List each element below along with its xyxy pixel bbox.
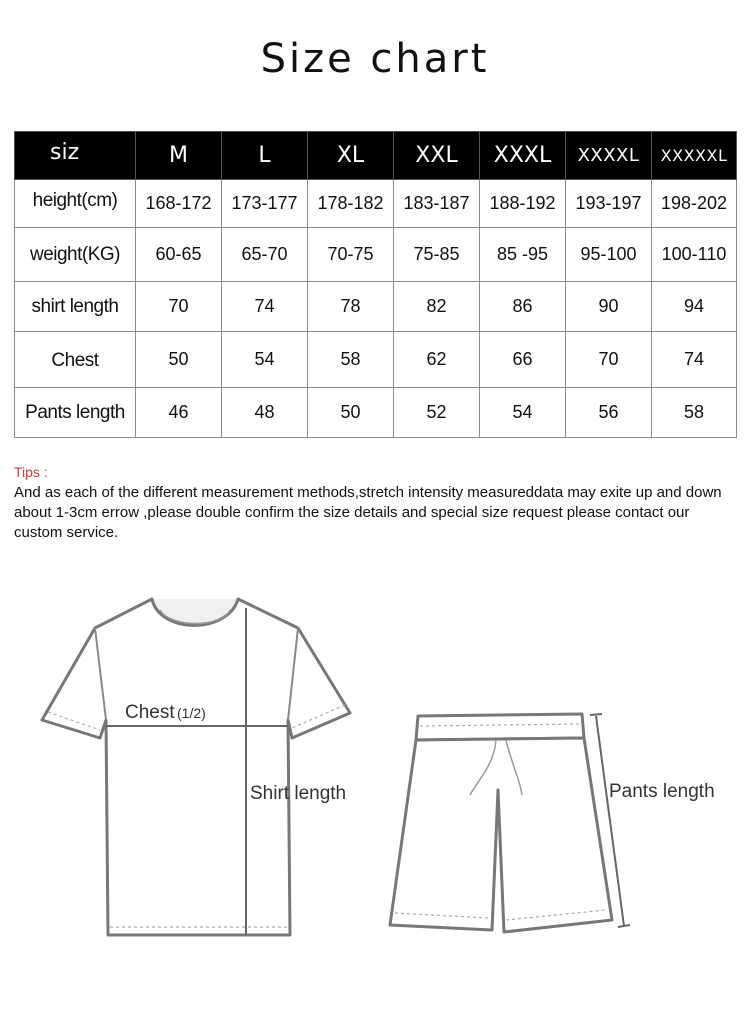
table-cell: 54	[222, 332, 308, 388]
row-label-height: height(cm)	[15, 180, 136, 228]
row-label-chest: Chest	[15, 332, 136, 388]
header-cell-xl: XL	[308, 132, 394, 180]
table-cell: 188-192	[480, 180, 566, 228]
table-cell: 70-75	[308, 228, 394, 282]
table-cell: 70	[566, 332, 652, 388]
table-cell: 56	[566, 388, 652, 438]
header-cell-l: L	[222, 132, 308, 180]
table-cell: 168-172	[136, 180, 222, 228]
table-cell: 94	[652, 282, 737, 332]
chest-label: Chest	[125, 702, 175, 723]
row-label-pants-length: Pants length	[15, 388, 136, 438]
table-cell: 65-70	[222, 228, 308, 282]
table-cell: 173-177	[222, 180, 308, 228]
table-row	[15, 180, 737, 228]
table-cell: 183-187	[394, 180, 480, 228]
table-header-row	[15, 132, 737, 180]
header-cell-xxxxxl: XXXXXL	[652, 132, 737, 180]
table-cell: 198-202	[652, 180, 737, 228]
table-cell: 78	[308, 282, 394, 332]
tips-text: And as each of the different measurement methods,stretch intensity measureddata may exite up and down about 1-3cm errow ,please double confirm the size details and special size request please contact our custom service.	[14, 484, 722, 541]
table-cell: 82	[394, 282, 480, 332]
row-label-shirt-length: shirt length	[15, 282, 136, 332]
table-cell: 62	[394, 332, 480, 388]
size-table	[14, 131, 737, 438]
row-label-weight: weight(KG)	[15, 228, 136, 282]
table-row	[15, 228, 737, 282]
table-cell: 74	[652, 332, 737, 388]
table-cell: 86	[480, 282, 566, 332]
page-title: Size chart	[260, 36, 490, 82]
table-cell: 178-182	[308, 180, 394, 228]
table-row	[15, 282, 737, 332]
table-cell: 70	[136, 282, 222, 332]
table-cell: 52	[394, 388, 480, 438]
table-cell: 90	[566, 282, 652, 332]
table-cell: 100-110	[652, 228, 737, 282]
table-cell: 58	[308, 332, 394, 388]
table-cell: 50	[308, 388, 394, 438]
table-cell: 95-100	[566, 228, 652, 282]
table-cell: 50	[136, 332, 222, 388]
header-cell-xxxxl: XXXXL	[566, 132, 652, 180]
header-cell-xxl: XXL	[394, 132, 480, 180]
table-cell: 58	[652, 388, 737, 438]
tips-label: Tips :	[14, 464, 48, 480]
tshirt-outline	[42, 599, 350, 935]
table-cell: 193-197	[566, 180, 652, 228]
chest-sub-label: (1/2)	[177, 705, 206, 721]
table-row	[15, 332, 737, 388]
header-cell-m: M	[136, 132, 222, 180]
table-cell: 66	[480, 332, 566, 388]
table-cell: 46	[136, 388, 222, 438]
header-cell-xxxl: XXXL	[480, 132, 566, 180]
shorts-outline	[390, 714, 612, 932]
pants-length-label: Pants length	[609, 781, 715, 802]
table-cell: 48	[222, 388, 308, 438]
table-cell: 85 -95	[480, 228, 566, 282]
garment-illustration	[0, 580, 750, 960]
table-cell: 75-85	[394, 228, 480, 282]
table-row	[15, 388, 737, 438]
table-cell: 74	[222, 282, 308, 332]
table-cell: 60-65	[136, 228, 222, 282]
shirt-length-label: Shirt length	[250, 783, 347, 804]
header-cell-size: siz	[15, 132, 136, 180]
table-cell: 54	[480, 388, 566, 438]
